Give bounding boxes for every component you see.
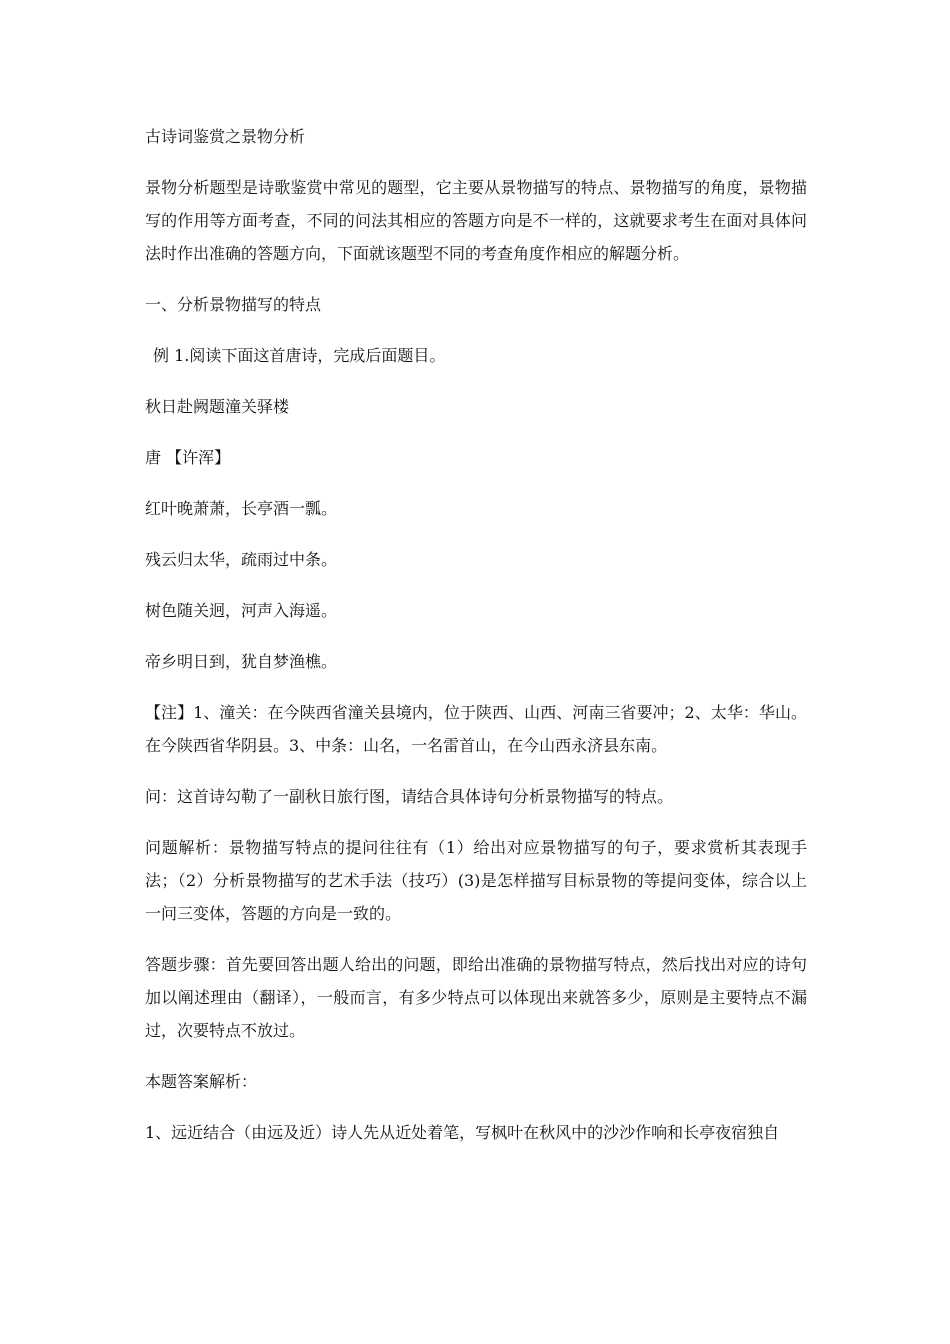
steps-paragraph: 答题步骤：首先要回答出题人给出的问题，即给出准确的景物描写特点，然后找出对应的诗句加以阐述理由（翻译），一般而言，有多少特点可以体现出来就答多少，原则是主要特点不漏过，次要特点不放过。 <box>145 955 807 1040</box>
example-label: 例 1.阅读下面这首唐诗，完成后面题目。 <box>153 346 446 365</box>
poem-title: 秋日赴阙题潼关驿楼 <box>145 397 290 416</box>
poem-line: 帝乡明日到，犹自梦渔樵。 <box>145 652 338 671</box>
answer-point: 1、远近结合（由远及近）诗人先从近处着笔，写枫叶在秋风中的沙沙作响和长亭夜宿独自 <box>145 1123 780 1142</box>
document-body <box>145 120 807 1167</box>
analysis-paragraph: 问题解析：景物描写特点的提问往往有（1）给出对应景物描写的句子，要求赏析其表现手法；（2）分析景物描写的艺术手法（技巧）(3)是怎样描写目标景物的等提问变体，综合以上一问三变体，答题的方向是一致的。 <box>145 838 807 923</box>
document-title: 古诗词鉴赏之景物分析 <box>145 127 306 146</box>
poem-author: 唐 【许浑】 <box>145 448 231 467</box>
answer-heading: 本题答案解析： <box>145 1072 258 1091</box>
intro-paragraph: 景物分析题型是诗歌鉴赏中常见的题型，它主要从景物描写的特点、景物描写的角度，景物描写的作用等方面考查，不同的问法其相应的答题方向是不一样的，这就要求考生在面对具体问法时作出准确的答题方向，下面就该题型不同的考查角度作相应的解题分析。 <box>145 178 807 263</box>
poem-line: 红叶晚萧萧，长亭酒一瓢。 <box>145 499 338 518</box>
poem-note: 【注】1、潼关：在今陕西省潼关县境内，位于陕西、山西、河南三省要冲；2、太华：华山。在今陕西省华阴县。3、中条：山名，一名雷首山，在今山西永济县东南。 <box>145 703 807 755</box>
poem-line: 残云归太华，疏雨过中条。 <box>145 550 338 569</box>
poem-line: 树色随关迥，河声入海遥。 <box>145 601 338 620</box>
question-paragraph: 问：这首诗勾勒了一副秋日旅行图，请结合具体诗句分析景物描写的特点。 <box>145 787 674 806</box>
section-heading: 一、分析景物描写的特点 <box>145 295 322 314</box>
